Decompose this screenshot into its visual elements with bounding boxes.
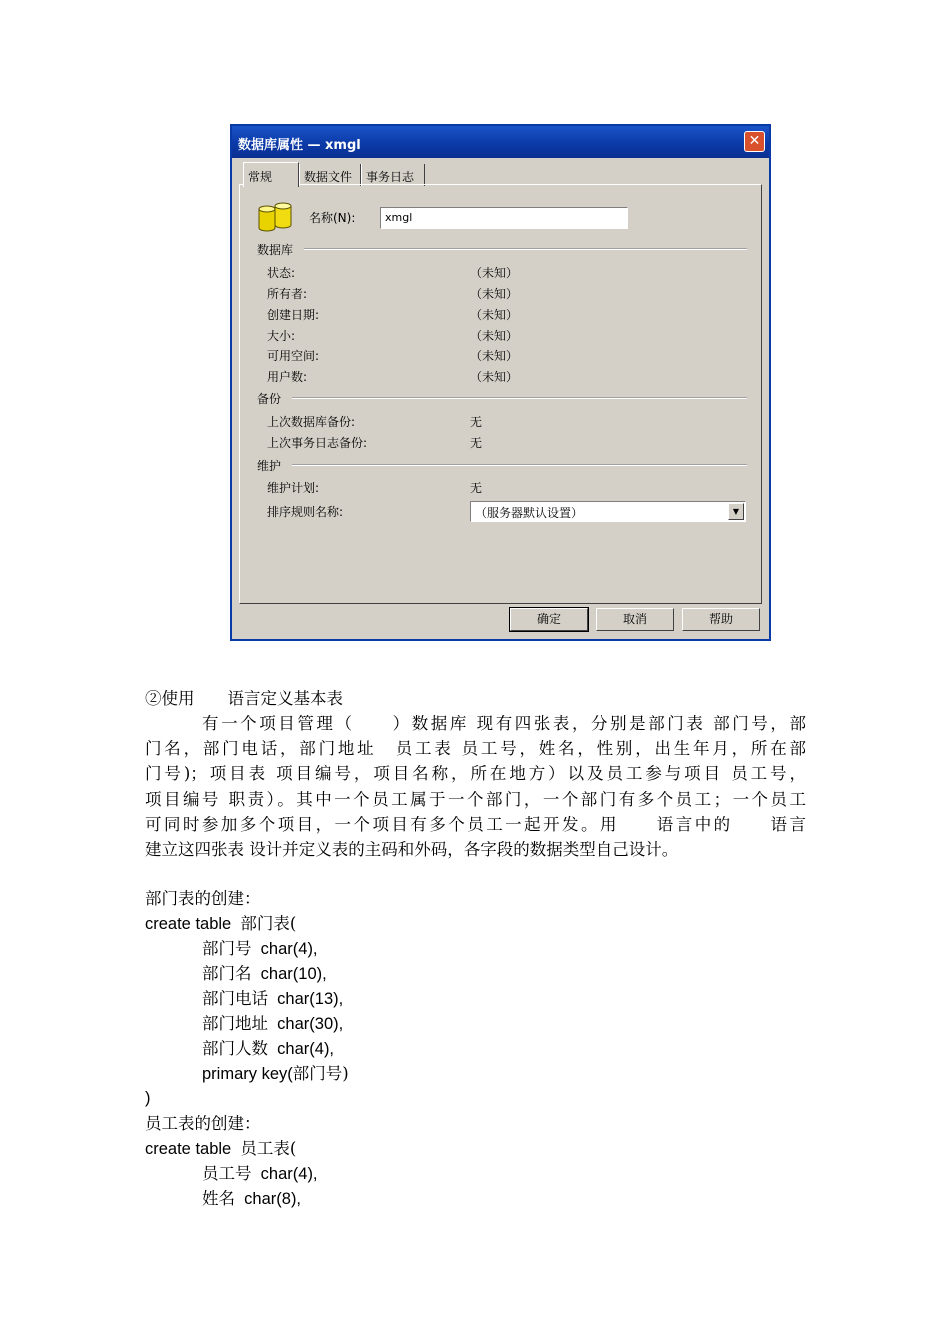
created-date-label: 创建日期: bbox=[267, 308, 320, 322]
table-name: 部门表( bbox=[240, 914, 297, 933]
field-name: 姓名 bbox=[202, 1189, 235, 1208]
owner-label: 所有者: bbox=[267, 287, 308, 301]
field-name: 员工号 bbox=[202, 1164, 252, 1183]
dept-table-heading: 部门表的创建： bbox=[145, 889, 261, 908]
field-name: 部门名 bbox=[202, 964, 252, 983]
status-label: 状态: bbox=[267, 266, 296, 280]
section-database: 数据库 bbox=[257, 243, 294, 257]
field-type: char(13), bbox=[277, 990, 344, 1008]
name-input[interactable]: xmgl bbox=[380, 207, 628, 229]
sql-keyword: primary key( bbox=[202, 1065, 293, 1083]
close-icon[interactable]: ✕ bbox=[744, 131, 765, 152]
emp-table-heading: 员工表的创建： bbox=[145, 1114, 261, 1133]
primary-key-row bbox=[202, 1061, 349, 1087]
tab-data-files[interactable]: 数据文件 bbox=[299, 164, 361, 186]
paragraph-line: 项目编号 职责）。其中一个员工属于一个部门，一个部门有多个员工；一个员工 bbox=[145, 789, 806, 809]
separator bbox=[292, 464, 747, 466]
separator bbox=[304, 248, 747, 250]
field-name: 部门号 bbox=[202, 939, 252, 958]
separator bbox=[292, 397, 747, 399]
users-label: 用户数: bbox=[267, 370, 308, 384]
field-name: 部门地址 bbox=[202, 1014, 268, 1033]
general-tab-panel bbox=[239, 184, 762, 604]
dialog-title: 数据库属性 — xmgl bbox=[238, 138, 361, 153]
field-row bbox=[202, 1011, 343, 1037]
collation-selected-value: （服务器默认设置） bbox=[475, 506, 584, 520]
paragraph-line: 门号)；项目表 项目编号，项目名称，所在地方）以及员工参与项目 员工号， bbox=[145, 764, 806, 784]
chevron-down-icon[interactable]: ▼ bbox=[728, 503, 744, 520]
last-log-backup-value: 无 bbox=[470, 436, 483, 450]
field-type: char(10), bbox=[260, 965, 327, 983]
last-db-backup-value: 无 bbox=[470, 415, 483, 429]
help-button[interactable]: 帮助 bbox=[682, 608, 760, 631]
database-icon bbox=[257, 200, 295, 234]
intro-paragraph bbox=[145, 711, 806, 862]
ok-button[interactable]: 确定 bbox=[510, 608, 588, 631]
name-label: 名称(N): bbox=[309, 211, 356, 225]
tab-general[interactable]: 常规 bbox=[243, 162, 299, 187]
sql-keyword: create table bbox=[145, 915, 232, 933]
section-backup: 备份 bbox=[257, 392, 282, 406]
cancel-button[interactable]: 取消 bbox=[596, 608, 674, 631]
field-name: 部门电话 bbox=[202, 989, 268, 1008]
created-date-value: （未知） bbox=[470, 308, 519, 322]
maintenance-plan-label: 维护计划: bbox=[267, 481, 320, 495]
status-value: （未知） bbox=[470, 266, 519, 280]
tab-transaction-log[interactable]: 事务日志 bbox=[361, 164, 425, 186]
collation-label: 排序规则名称: bbox=[267, 505, 344, 519]
section-maintenance: 维护 bbox=[257, 459, 282, 473]
field-type: char(4), bbox=[277, 1040, 335, 1058]
field-row bbox=[202, 1036, 334, 1062]
field-row bbox=[202, 1161, 318, 1187]
last-log-backup-label: 上次事务日志备份: bbox=[267, 436, 368, 450]
field-row bbox=[202, 936, 318, 962]
field-type: char(4), bbox=[260, 1165, 318, 1183]
free-space-value: （未知） bbox=[470, 349, 519, 363]
last-db-backup-label: 上次数据库备份: bbox=[267, 415, 356, 429]
emp-create-statement bbox=[145, 1136, 296, 1162]
size-value: （未知） bbox=[470, 329, 519, 343]
field-type: char(8), bbox=[244, 1190, 302, 1208]
paragraph-line: 可同时参加多个项目，一个项目有多个员工一起开发。用 语言中的 语言 bbox=[145, 814, 806, 834]
field-name: 部门人数 bbox=[202, 1039, 268, 1058]
field-row bbox=[202, 1186, 301, 1212]
field-row bbox=[202, 961, 327, 987]
users-value: （未知） bbox=[470, 370, 519, 384]
owner-value: （未知） bbox=[470, 287, 519, 301]
section-heading: ②使用 语言定义基本表 bbox=[145, 689, 343, 708]
database-properties-dialog bbox=[230, 124, 771, 641]
paragraph-line: 有一个项目管理（ ）数据库 现有四张表，分别是部门表 部门号，部 bbox=[202, 714, 806, 733]
pk-column: 部门号) bbox=[292, 1064, 349, 1083]
collation-select[interactable] bbox=[470, 501, 746, 522]
title-bar[interactable] bbox=[232, 126, 769, 158]
field-type: char(4), bbox=[260, 940, 318, 958]
free-space-label: 可用空间: bbox=[267, 349, 320, 363]
field-row bbox=[202, 986, 343, 1012]
table-name: 员工表( bbox=[240, 1139, 297, 1158]
sql-keyword: create table bbox=[145, 1140, 232, 1158]
dept-create-statement bbox=[145, 911, 296, 937]
field-type: char(30), bbox=[277, 1015, 344, 1033]
closing-paren: ) bbox=[145, 1089, 151, 1107]
maintenance-plan-value: 无 bbox=[470, 481, 483, 495]
size-label: 大小: bbox=[267, 329, 296, 343]
paragraph-line: 门名，部门电话，部门地址 员工表 员工号，姓名，性别，出生年月，所在部 bbox=[145, 739, 806, 759]
paragraph-line: 建立这四张表 设计并定义表的主码和外码，各字段的数据类型自己设计。 bbox=[145, 840, 679, 860]
